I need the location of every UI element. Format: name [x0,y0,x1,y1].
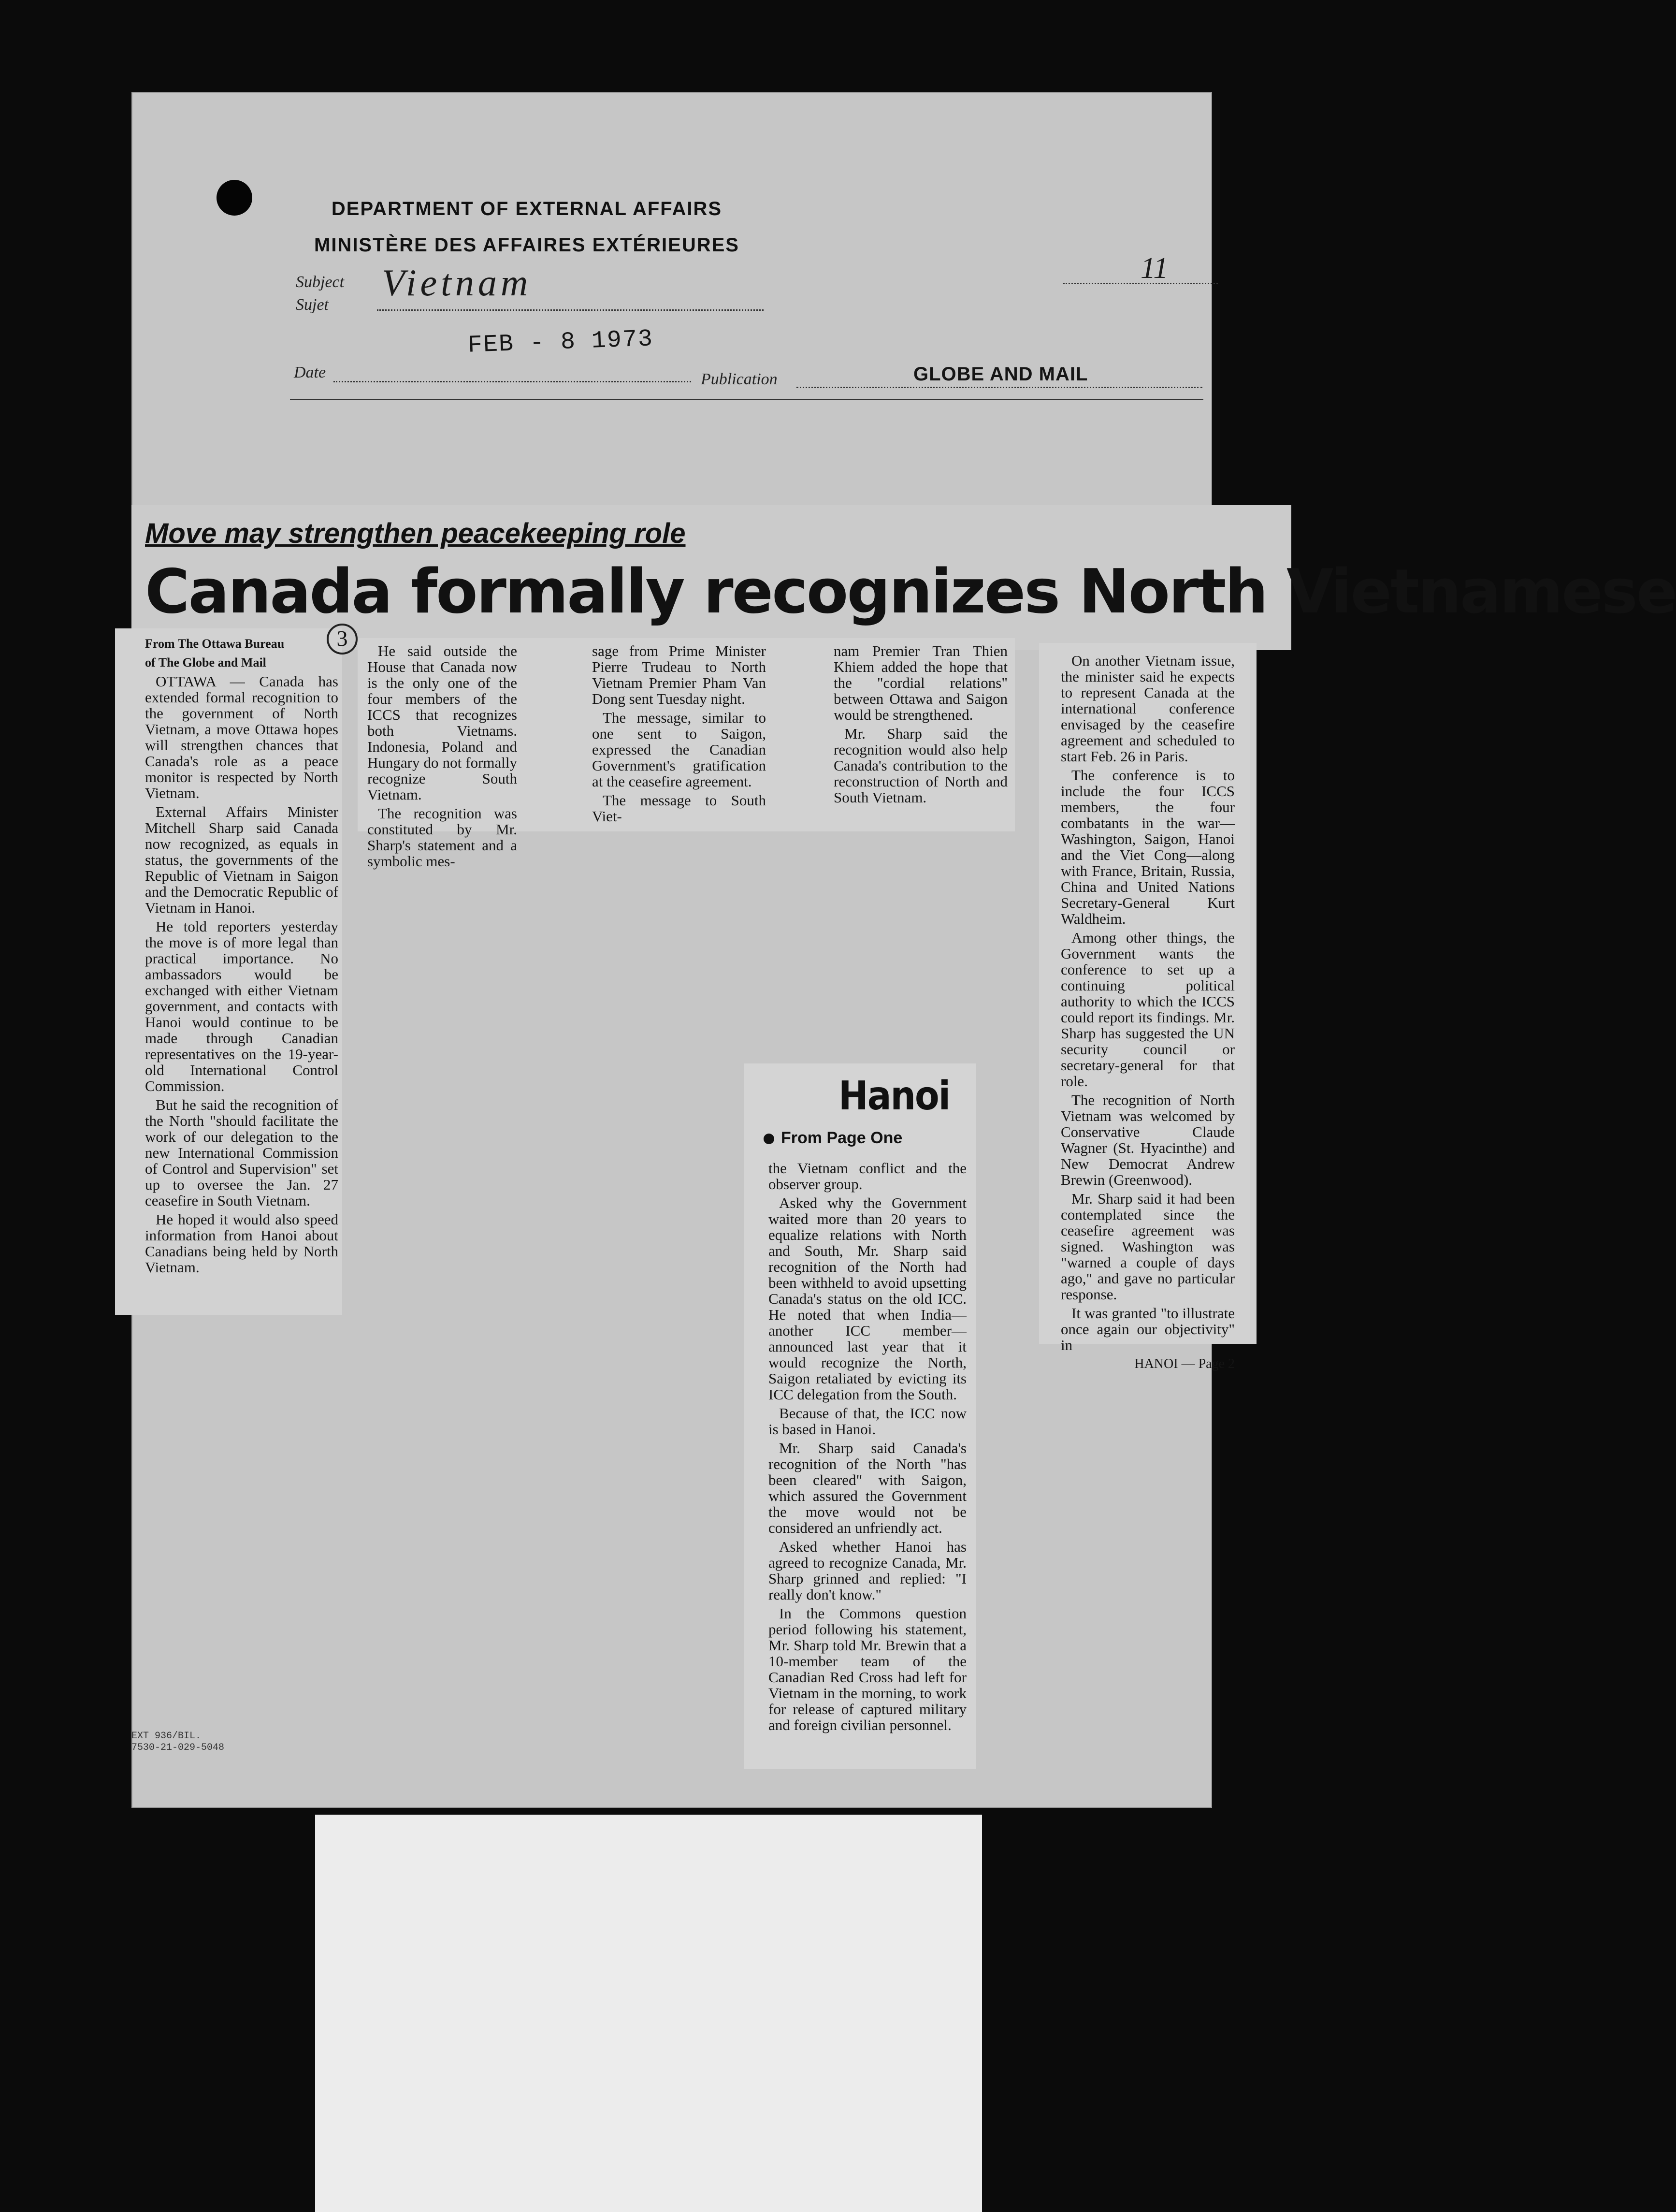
col1-paragraph: He told reporters yesterday the move is of more legal than practical importance. No ambassadors would be exchanged with either Vietnam government, and contacts with Hanoi would continue to be made through Canadian representatives on the 19-year-old International Control Commission. [145,918,338,1094]
col2-paragraph: The recognition was constituted by Mr. Sharp's statement and a symbolic mes- [367,805,517,870]
publication-line [796,387,1202,388]
continuation-paragraph: Because of that, the ICC now is based in Hanoi. [768,1405,967,1438]
col5-paragraph: Mr. Sharp said it had been contemplated since the ceasefire agreement was signed. Washington was "warned a couple of days ago," and gave no particular response. [1061,1190,1235,1303]
department-name-english: DEPARTMENT OF EXTERNAL AFFAIRS [331,198,722,219]
sujet-label: Sujet [296,296,329,314]
article-column-1 [145,636,338,1278]
col5-paragraph: The recognition of North Vietnam was welcomed by Conservative Claude Wagner (St. Hyacinthe) and New Democrat Andrew Brewin (Greenwood). [1061,1091,1235,1188]
col5-paragraph: On another Vietnam issue, the minister said he expects to represent Canada at the international conference envisaged by the ceasefire agreement and scheduled to start Feb. 26 in Paris. [1061,652,1235,765]
byline-line-1: From The Ottawa Bureau [145,637,285,651]
col3-paragraph: The message to South Viet- [592,792,766,825]
article-column-5 [1061,653,1235,1375]
page-mark-circled: 3 [327,624,358,655]
col1-paragraph: OTTAWA — Canada has extended formal recognition to the government of North Vietnam, a move Ottawa hopes will strengthen chances that Canada's role as a peace monitor is respected by North Vietnam. [145,673,338,801]
department-name-french: MINISTÈRE DES AFFAIRES EXTÉRIEURES [314,234,739,256]
col5-paragraph: It was granted "to illustrate once again our objectivity" in [1061,1305,1235,1353]
col2-paragraph: He said outside the House that Canada now is the only one of the four members of the ICCS that recognizes both Vietnams. Indonesia, Poland and Hungary do not formally recognize South Vietnam. [367,642,517,803]
continuation-column [768,1160,967,1736]
bullet-icon [764,1134,774,1144]
blank-card [315,1815,982,2212]
continuation-paragraph: In the Commons question period following his statement, Mr. Sharp told Mr. Brewin that a 10-member team of the Canadian Red Cross had left for Vietnam in the morning, to work for release of captured military and foreign civilian personnel. [768,1605,967,1733]
publication-label: Publication [701,370,778,388]
article-column-3 [592,643,766,827]
article-headline: Canada formally recognizes North Vietnamese [145,556,1676,627]
continuation-from-text: From Page One [781,1129,903,1147]
form-code-line-2: 7530-21-029-5048 [131,1742,225,1753]
date-stamp: FEB - 8 1973 [467,325,654,360]
jump-reference: HANOI — Page 2 [1134,1356,1235,1371]
byline-line-2: of The Globe and Mail [145,655,266,669]
subject-label: Subject [296,273,345,291]
col1-paragraph: But he said the recognition of the North "should facilitate the work of our delegation to the new International Commission of Control and Supervision" set up to oversee the Jan. 27 ceasefire in South Vietnam. [145,1096,338,1209]
date-label: Date [294,364,326,381]
continuation-paragraph: Asked whether Hanoi has agreed to recognize Canada, Mr. Sharp grinned and replied: "I really don't know." [768,1538,967,1603]
continuation-paragraph: Asked why the Government waited more than 20 years to equalize relations with North and South, Mr. Sharp said recognition of the North had been withheld to avoid upsetting Canada's status on the old ICC. He noted that when India—another ICC member—announced last year that it would recognize the North, Saigon retaliated by evicting its ICC delegation from the South. [768,1194,967,1403]
date-line [333,381,691,382]
continuation-title: Hanoi [838,1073,950,1119]
col3-paragraph: The message, similar to one sent to Saigon, expressed the Canadian Government's gratification at the ceasefire agreement. [592,709,766,790]
publication-name: GLOBE AND MAIL [913,364,1088,385]
subject-line [377,309,764,311]
form-rule [290,399,1203,400]
article-kicker: Move may strengthen peacekeeping role [145,518,686,549]
col4-paragraph: Mr. Sharp said the recognition would also help Canada's contribution to the reconstruction of North and South Vietnam. [834,725,1008,806]
col1-paragraph: External Affairs Minister Mitchell Sharp said Canada now recognized, as equals in status, the governments of the Republic of Vietnam in Saigon and the Democratic Republic of Vietnam in Hanoi. [145,803,338,916]
col3-paragraph: sage from Prime Minister Pierre Trudeau to North Vietnam Premier Pham Van Dong sent Tuesday night. [592,642,766,707]
file-number-line [1063,283,1218,284]
form-code [131,1731,224,1754]
file-number-handwritten: 11 [1141,252,1169,285]
col1-paragraph: He hoped it would also speed information from Hanoi about Canadians being held by North Vietnam. [145,1211,338,1276]
continuation-paragraph: the Vietnam conflict and the observer group. [768,1160,967,1193]
col5-paragraph: The conference is to include the four ICCS members, the four combatants in the war—Washington, Saigon, Hanoi and the Viet Cong—along with France, Britain, Russia, China and United Nations Secretary-General Kurt Waldheim. [1061,767,1235,927]
article-column-2 [367,643,517,872]
col4-paragraph: nam Premier Tran Thien Khiem added the hope that the "cordial relations" between Ottawa and Saigon would be strengthened. [834,642,1008,723]
subject-handwritten: Vietnam [382,262,532,304]
continuation-paragraph: Mr. Sharp said Canada's recognition of the North "has been cleared" with Saigon, which assured the Government the move would not be considered an unfriendly act. [768,1440,967,1536]
form-code-line-1: EXT 936/BIL. [131,1731,202,1742]
article-column-4 [834,643,1008,808]
col5-paragraph: Among other things, the Government wants the conference to set up a continuing political authority to which the ICCS could report its findings. Mr. Sharp has suggested the UN security council or secretary-general for that role. [1061,929,1235,1090]
continuation-from-line [764,1129,902,1148]
